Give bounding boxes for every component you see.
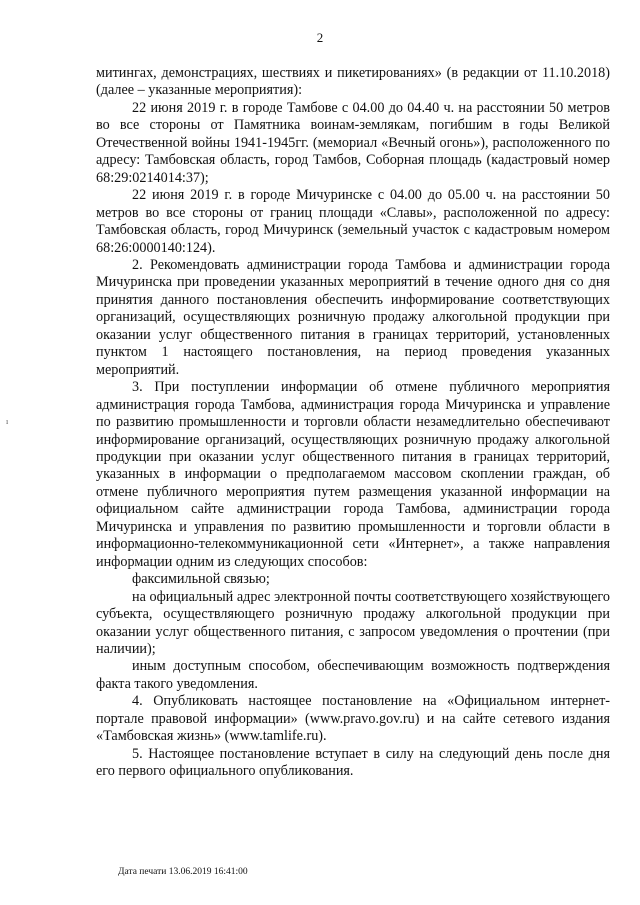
paragraph-michurinsk-event: 22 июня 2019 г. в городе Мичуринске с 04.00 до 05.00 ч. на расстоянии 50 метров во все стороны от границ площади «Славы», расположенной по адресу: Тамбовская область, город Мичуринск (земельный участок с кадастровым номером 68:26:0000140:124). [96,187,610,256]
print-date: Дата печати 13.06.2019 16:41:00 [118,867,248,877]
paragraph-tambov-event: 22 июня 2019 г. в городе Тамбове с 04.00 до 04.40 ч. на расстоянии 50 метров во все стороны от Памятника воинам-землякам, погибшим в годы Великой Отечественной войны 1941-1945гг. (мемориал «Вечный огонь»), расположенного по адресу: Тамбовская область, город Тамбов, Соборная площадь (кадастровый номер 68:29:0214014:37); [96,99,610,186]
document-body [96,65,610,781]
paragraph-item-5: 5. Настоящее постановление вступает в силу на следующий день после дня его первого официального опубликования. [96,745,610,780]
paragraph-fax-method: факсимильной связью; [132,571,270,588]
margin-mark: ı [6,417,9,426]
paragraph-continuation: митингах, демонстрациях, шествиях и пикетированиях» (в редакции от 11.10.2018) (далее – указанные мероприятия): [96,65,610,99]
paragraph-item-3: 3. При поступлении информации об отмене публичного мероприятия администрация города Тамбова, администрация города Мичуринска и управление по развитию промышленности и торговли области незамедлительно обеспечивают информирование организаций, осуществляющих розничную продажу алкогольной продукции при оказании услуг общественного питания в границах территорий, указанных в информации о предполагаемом массовом скоплении граждан, об отмене публичного мероприятия путем размещения указанной информации на официальном сайте администрации города Тамбова, администрации города Мичуринска и управления по развитию промышленности и торговли области в информационно-телекоммуникационной сети «Интернет», а также направления информации одним из следующих способов: [96,379,610,570]
paragraph-other-method: иным доступным способом, обеспечивающим возможность подтверждения факта такого уведомления. [96,658,610,692]
paragraph-email-method: на официальный адрес электронной почты соответствующего хозяйствующего субъекта, осуществляющего розничную продажу алкогольной продукции при оказании услуг общественного питания, с запросом уведомления о прочтении (при наличии); [96,588,610,657]
paragraph-item-2: 2. Рекомендовать администрации города Тамбова и администрации города Мичуринска при проведении указанных мероприятий в течение одного дня со дня принятия данного постановления обеспечить информирование соответствующих организаций, осуществляющих розничную продажу алкогольной продукции при оказании услуг общественного питания в границах территорий, установленных пунктом 1 настоящего постановления, на период проведения указанных мероприятий. [96,256,610,378]
paragraph-item-4: 4. Опубликовать настоящее постановление на «Официальном интернет-портале правовой информации» (www.pravo.gov.ru) и на сайте сетевого издания «Тамбовская жизнь» (www.tamlife.ru). [96,693,610,745]
page-number: 2 [316,30,324,45]
